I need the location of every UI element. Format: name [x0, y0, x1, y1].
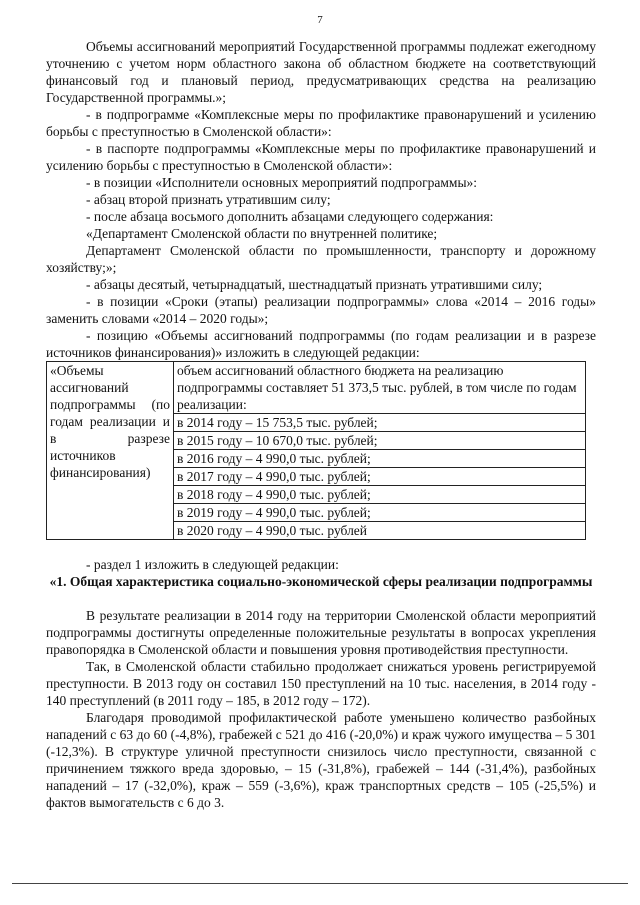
table-year-line: в 2017 году – 4 990,0 тыс. рублей;	[174, 467, 585, 485]
document-page	[46, 38, 596, 811]
list-item: - абзац второй признать утратившим силу;	[86, 192, 331, 207]
list-item: - в позиции «Исполнители основных мероприятий подпрограммы»:	[86, 175, 478, 190]
list-item: - абзацы десятый, четырнадцатый, шестнадцатый признать утратившими силу;	[86, 277, 543, 292]
table-year-line: в 2020 году – 4 990,0 тыс. рублей	[174, 521, 585, 539]
table-left-cell: «Объемы ассигнований подпрограммы (по годам реализации и в разрезе источников финансирования)	[47, 362, 174, 540]
table-year-line: в 2019 году – 4 990,0 тыс. рублей;	[174, 503, 585, 521]
page-number: 7	[317, 14, 323, 26]
table-intro: объем ассигнований областного бюджета на реализацию подпрограммы составляет 51 373,5 тыс. рублей, в том числе по годам реализации:	[177, 363, 577, 412]
list-item: - позицию «Объемы ассигнований подпрограммы (по годам реализации и в разрезе источников финансирования)» изложить в следующей редакции:	[46, 328, 596, 360]
body-paragraph: В результате реализации в 2014 году на территории Смоленской области мероприятий подпрограммы достигнуты определенные положительные результаты в вопросах укрепления правопорядка в Смоленской области и повышения уровня противодействия преступности.	[46, 608, 596, 657]
list-item: - в паспорте подпрограммы «Комплексные меры по профилактике правонарушений и усилению борьбы с преступностью в Смоленской области»:	[46, 141, 596, 173]
list-item: «Департамент Смоленской области по внутренней политике;	[86, 226, 438, 241]
list-item: - в позиции «Сроки (этапы) реализации подпрограммы» слова «2014 – 2016 годы» заменить словами «2014 – 2020 годы»;	[46, 294, 596, 326]
table-year-line: в 2018 году – 4 990,0 тыс. рублей;	[174, 485, 585, 503]
section-instruction: - раздел 1 изложить в следующей редакции:	[86, 557, 339, 572]
table-year-line: в 2014 году – 15 753,5 тыс. рублей;	[174, 413, 585, 431]
list-item: - в подпрограмме «Комплексные меры по профилактике правонарушений и усилению борьбы с преступностью в Смоленской области»:	[46, 107, 596, 139]
list-item: Департамент Смоленской области по промышленности, транспорту и дорожному хозяйству;»;	[46, 243, 596, 275]
table-right-cell	[174, 362, 586, 540]
table-year-line: в 2016 году – 4 990,0 тыс. рублей;	[174, 449, 585, 467]
paragraph-appropriations: Объемы ассигнований мероприятий Государственной программы подлежат ежегодному уточнению с учетом норм областного закона об областном бюджете на соответствующий финансовый год и плановый период, предусматривающих средства на реализацию Государственной программы.»;	[46, 39, 596, 105]
body-paragraph: Так, в Смоленской области стабильно продолжает снижаться уровень регистрируемой преступности. В 2013 году он составил 150 преступлений на 10 тыс. населения, в 2014 году - 140 преступлений (в 2011 году – 185, в 2012 году – 172).	[46, 659, 596, 708]
list-item: - после абзаца восьмого дополнить абзацами следующего содержания:	[86, 209, 494, 224]
table-year-line: в 2015 году – 10 670,0 тыс. рублей;	[174, 431, 585, 449]
section-heading: «1. Общая характеристика социально-экономической сферы реализации подпрограммы	[49, 574, 593, 589]
body-paragraph: Благодаря проводимой профилактической работе уменьшено количество разбойных нападений с 63 до 60 (-4,8%), грабежей с 521 до 416 (-20,0%) и краж чужого имущества – 5 301 (-12,3%). В структуре уличной преступности снизилось число преступности, связанной с причинением тяжкого вреда здоровью, – 15 (-31,8%), грабежей – 144 (-31,4%), разбойных нападений – 17 (-32,0%), краж – 559 (-3,6%), краж транспортных средств – 105 (-25,5%) и фактов вымогательств с 6 до 3.	[46, 710, 596, 810]
page-bottom-rule	[12, 883, 628, 884]
financing-table	[46, 361, 586, 540]
table-row	[47, 362, 586, 540]
